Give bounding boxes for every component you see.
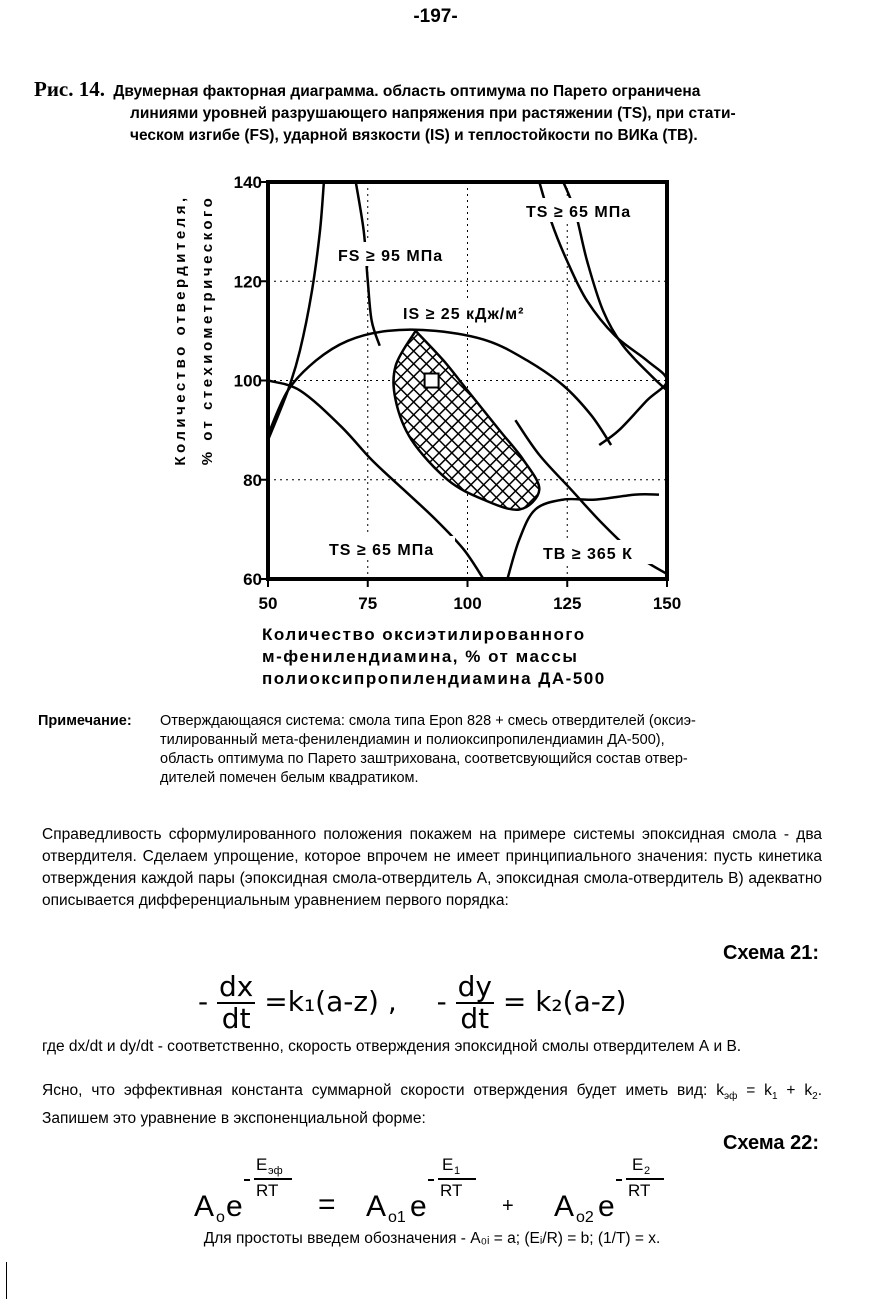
x-tick-label: 125 <box>553 594 582 613</box>
caption-line-2: линиями уровней разрушающего напряжения при растяжении (TS), при стати- <box>130 105 736 122</box>
eq22-exp3-den: RT <box>628 1181 651 1200</box>
pareto-optimum-region <box>393 331 539 510</box>
eq21-fraction-2 <box>456 972 494 1034</box>
page-number: -197- <box>413 6 458 27</box>
eq22-exp2-den: RT <box>440 1181 463 1200</box>
note-body <box>38 712 828 788</box>
eq22-e-2: e <box>410 1190 427 1223</box>
note-key: Примечание: <box>38 713 132 729</box>
eq22-a02: A <box>554 1190 575 1223</box>
eq22-e-3: e <box>598 1190 615 1223</box>
eq21-fraction-1 <box>217 972 255 1034</box>
grid <box>268 182 667 579</box>
eq21-minus-2: - <box>436 985 447 1018</box>
p3-sub-1: 1 <box>771 1091 778 1103</box>
paragraph-3 <box>42 1080 822 1130</box>
eq22-a01: A <box>366 1190 387 1223</box>
figure-note <box>38 712 828 788</box>
eq22-exp3-num-sub: 2 <box>644 1165 651 1177</box>
eq21-rhs-2: = k₂(a-z) <box>502 985 627 1018</box>
x-axis-label-line-3: полиоксипропилендиамина ДА-500 <box>262 669 606 688</box>
eq22-exp1-num-sub: эф <box>268 1165 283 1177</box>
note-line-3: область оптимума по Парето заштрихована, соответсвующийся состав отвер- <box>160 751 688 767</box>
label-ts-bottom: TS ≥ 65 МПа <box>329 542 435 559</box>
x-tick-label: 75 <box>358 594 378 613</box>
scheme-21-equation <box>198 972 626 1034</box>
x-tick-label: 100 <box>453 594 482 613</box>
eq21-rhs-1: =k₁(a-z) , <box>264 985 397 1018</box>
label-is: IS ≥ 25 кДж/м² <box>403 306 525 323</box>
eq22-e-1: e <box>226 1190 243 1223</box>
note-line-1: Отверждающаяся система: смола типа Epon 828 + смесь отвердителей (оксиэ- <box>160 713 696 729</box>
y-tick-label: 60 <box>243 570 262 589</box>
eq22-a01-sub: o1 <box>388 1209 406 1226</box>
note-line-2: тилированный мета-фенилендиамин и полиоксипропилендиамин ДА-500), <box>160 732 665 748</box>
y-tick-label: 140 <box>233 173 262 192</box>
eq22-a02-sub: o2 <box>576 1209 594 1226</box>
scheme-22-title: Схема 22: <box>722 1132 819 1154</box>
eq22-exp1-num: E <box>256 1155 268 1174</box>
eq21-num-1: dx <box>219 970 254 1003</box>
margin-rule <box>6 1262 7 1299</box>
y-axis-label-line-1: Количество отвердителя, <box>172 194 189 466</box>
label-tb: TB ≥ 365 К <box>543 546 633 563</box>
p3-part-a: Ясно, что эффективная константа суммарной скорости отверждения будет иметь вид: k <box>42 1082 724 1099</box>
y-tick-label: 120 <box>233 272 262 292</box>
paragraph-1: Справедливость сформулированного положения покажем на примере системы эпоксидная смола - два отвердителя. Сделаем упрощение, которое впрочем не имеет принципиального значения: пусть кинетика отверждения каждой пары (эпоксидная смола-отвердитель А, эпоксидная смола-отвердитель В) адекватно описывается дифференциальным уравнением первого порядка: <box>42 826 822 909</box>
x-axis-label-line-2: м-фенилендиамина, % от массы <box>262 647 579 666</box>
x-tick-label: 50 <box>258 594 278 613</box>
eq22-exp3-num: E <box>632 1155 644 1174</box>
paragraph-4: Для простоты введем обозначения - A₀ᵢ = a; (Eᵢ/R) = b; (1/T) = x. <box>203 1230 661 1247</box>
eq22-a0: A <box>194 1190 215 1223</box>
curve-lower-arc <box>507 494 659 579</box>
eq22-equals: = <box>318 1188 336 1221</box>
eq22-plus: + <box>502 1195 514 1217</box>
scheme-21-title: Схема 21: <box>722 942 819 964</box>
eq22-exp2-num-sub: 1 <box>454 1165 461 1177</box>
label-fs: FS ≥ 95 МПа <box>338 248 444 265</box>
x-axis-label <box>262 624 682 690</box>
optimal-composition-marker <box>425 374 439 388</box>
y-tick-label: 100 <box>233 371 262 391</box>
paragraph-2: где dx/dt и dy/dt - соответственно, скорость отверждения эпоксидной смолы отвердителем А и В. <box>42 1038 742 1055</box>
x-axis-label-line-1: Количество оксиэтилированного <box>262 625 586 644</box>
x-tick-label: 150 <box>652 594 682 613</box>
p3-part-c: + k <box>777 1082 813 1099</box>
eq21-den-2: dt <box>460 1002 490 1035</box>
p3-part-b: = k <box>737 1082 772 1099</box>
eq22-exp2-num: E <box>442 1155 454 1174</box>
p3-part-d: . Запишем это уравнение в экспоненциальной форме: <box>42 1082 822 1128</box>
scheme-22-equation <box>180 1150 700 1228</box>
eq22-exp1-den: RT <box>256 1181 279 1200</box>
caption-line-1: Двумерная факторная диаграмма. область оптимума по Парето ограничена <box>113 83 701 100</box>
p3-sub-eff: эф <box>723 1091 738 1103</box>
eq21-den-1: dt <box>221 1002 251 1035</box>
note-line-4: дителей помечен белым квадратиком. <box>160 770 419 786</box>
y-axis-label-line-2: % от стехиометрического <box>199 194 216 466</box>
figure-number: Рис. 14. <box>34 77 105 101</box>
caption-line-3: ческом изгибе (FS), ударной вязкости (IS) и теплостойкости по ВИКа (ТВ). <box>130 127 698 144</box>
eq22-a0-sub: o <box>216 1209 225 1226</box>
eq21-num-2: dy <box>457 970 492 1003</box>
y-tick-label: 80 <box>243 470 262 490</box>
label-ts-top: TS ≥ 65 МПа <box>526 204 632 221</box>
eq21-minus-1: - <box>198 985 209 1018</box>
p3-sub-2: 2 <box>812 1091 818 1103</box>
